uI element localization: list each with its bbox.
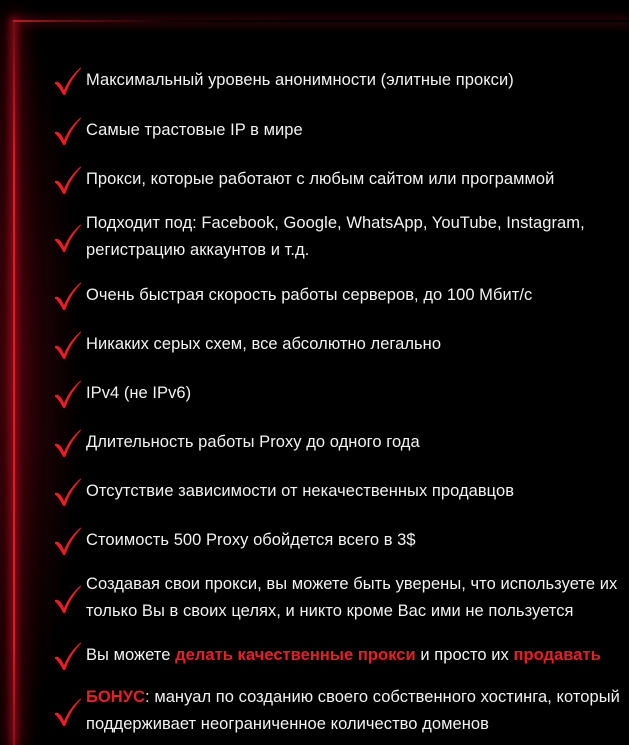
feature-text [86,478,514,505]
highlight-text: БОНУС [86,688,146,706]
red-checkmark-icon [52,163,86,197]
feature-text-part: Вы можете [86,645,176,664]
feature-text [86,571,622,625]
red-checkmark-icon [52,524,86,558]
red-checkmark-icon [52,639,86,673]
highlight-text: продавать [513,645,601,664]
feature-list-item [52,161,622,197]
feature-text-part: и просто их [415,645,514,664]
red-checkmark-icon [52,64,86,98]
feature-text-part: : мануал по созданию своего собственного хостинга, который поддерживает неограниченное количество доменов [86,688,620,733]
feature-text-part: Самые трастовые IP в мире [86,120,303,139]
feature-list-item [52,473,622,509]
feature-text [86,642,601,669]
red-checkmark-icon [52,426,86,460]
feature-text-part: IPv4 (не IPv6) [86,383,192,402]
feature-list-item [52,424,622,460]
red-checkmark-icon [52,475,86,509]
feature-list-item [52,522,622,558]
feature-list-item [52,684,622,738]
red-checkmark-icon [52,695,86,729]
feature-text [86,166,554,193]
feature-text [86,527,416,554]
feature-text-part: Максимальный уровень анонимности (элитные прокси) [86,70,514,89]
feature-list-item [52,277,622,313]
feature-text [86,282,532,309]
feature-list-item [52,62,622,98]
feature-text [86,67,514,94]
feature-text [86,331,441,358]
feature-text-part: Очень быстрая скорость работы серверов, до 100 Мбит/с [86,285,533,304]
feature-text [86,684,622,738]
feature-text-part: Прокси, которые работают с любым сайтом или программой [86,169,555,188]
red-checkmark-icon [52,377,86,411]
feature-list-item [52,571,622,625]
feature-list-item [52,637,622,673]
red-glow-border-top [13,20,629,22]
feature-text-part: Никаких серых схем, все абсолютно легально [86,334,442,353]
feature-text-part: Создавая свои прокси, вы можете быть уверены, что используете их только Вы в своих целях, и никто кроме Вас ими не пользуется [86,575,618,620]
feature-list-item [52,210,622,264]
feature-text-part: Отсутствие зависимости от некачественных продавцов [86,481,515,500]
feature-list [52,62,622,738]
red-checkmark-icon [52,582,86,616]
feature-text-part: Подходит под: Facebook, Google, WhatsApp, YouTube, Instagram, регистрацию аккаунтов и т.д. [86,214,585,259]
feature-text [86,117,303,144]
red-checkmark-icon [52,279,86,313]
red-checkmark-icon [52,328,86,362]
feature-list-item [52,112,622,148]
feature-text [86,429,420,456]
red-checkmark-icon [52,221,86,255]
feature-list-item [52,375,622,411]
highlight-text: делать качественные прокси [175,645,416,664]
feature-text [86,210,622,264]
red-checkmark-icon [52,114,86,148]
feature-text-part: Длительность работы Proxy до одного года [86,432,420,451]
red-glow-border-left [13,20,15,745]
feature-text-part: Стоимость 500 Proxy обойдется всего в 3$ [86,530,416,549]
feature-list-item [52,326,622,362]
feature-text [86,380,191,407]
